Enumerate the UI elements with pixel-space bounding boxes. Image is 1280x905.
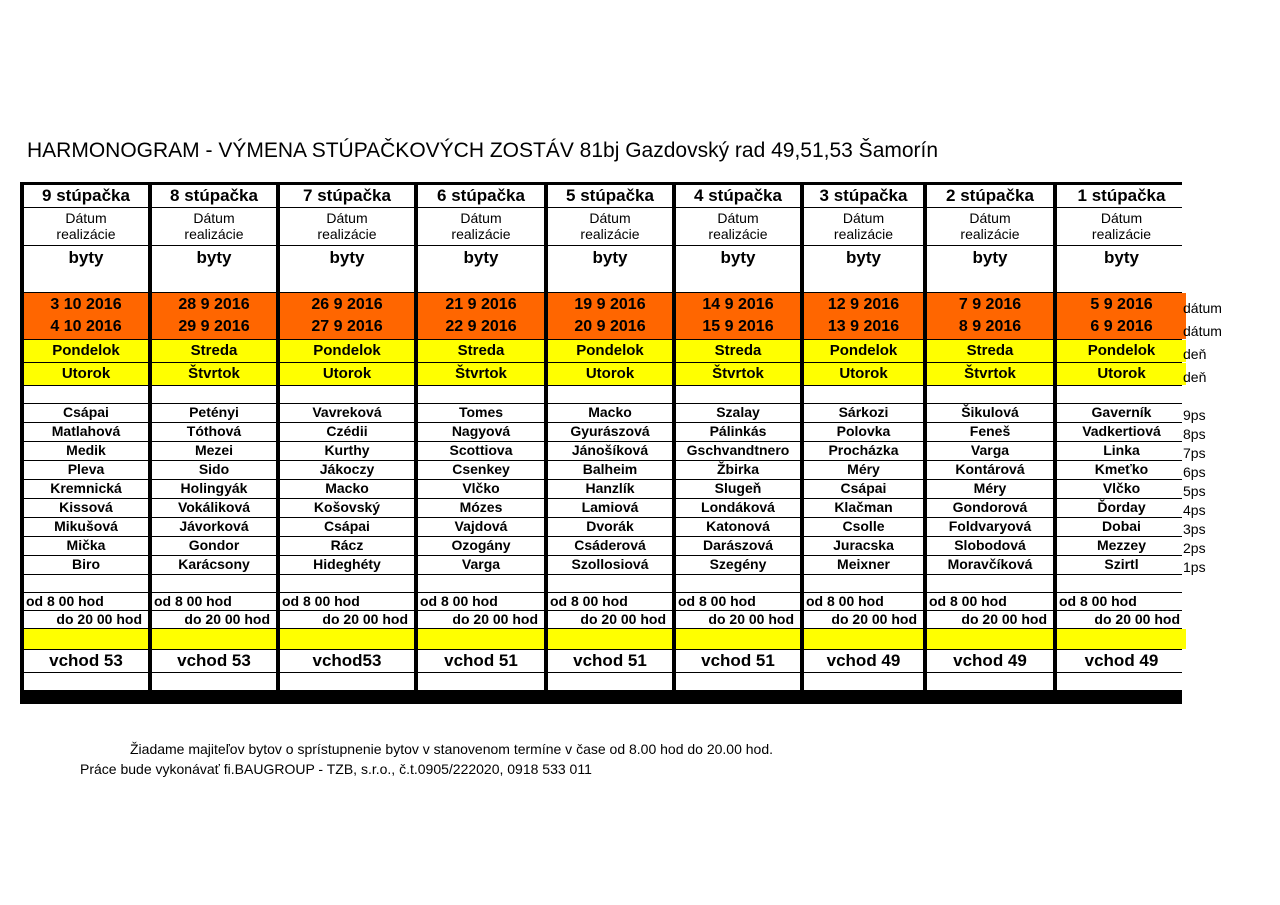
byty-label: byty: [1057, 246, 1186, 292]
resident-name: Gschvandtnero: [676, 442, 800, 460]
resident-name: Czédii: [280, 423, 414, 441]
highlight-blank-cell: [152, 629, 276, 649]
resident-name: Ďorday: [1057, 499, 1186, 517]
resident-name: Nagyová: [418, 423, 544, 441]
highlight-blank-cell: [418, 629, 544, 649]
blank-cell: [152, 386, 276, 403]
side-label-floor: 3ps: [1183, 521, 1206, 537]
date-label-cell: [927, 208, 1053, 245]
time-to-cell: do 20 00 hod: [280, 611, 414, 628]
time-to-cell: do 20 00 hod: [418, 611, 544, 628]
side-label-floor: 2ps: [1183, 540, 1206, 556]
time-from-cell: od 8 00 hod: [418, 593, 544, 610]
resident-name: Csápai: [804, 480, 923, 498]
day-2-cell: Utorok: [804, 363, 923, 385]
resident-name: Gaverník: [1057, 404, 1186, 422]
entrance-cell: vchod 53: [152, 650, 276, 672]
date-label-line2: realizácie: [184, 225, 244, 242]
column-header: 8 stúpačka: [152, 185, 276, 207]
resident-name: Tomes: [418, 404, 544, 422]
date-1: 19 9 2016: [574, 296, 646, 314]
blank-cell: [24, 575, 148, 592]
byty-label: byty: [152, 246, 276, 292]
resident-name: Pleva: [24, 461, 148, 479]
resident-name: Hideghéty: [280, 556, 414, 574]
column-header: 9 stúpačka: [24, 185, 148, 207]
resident-name: Mička: [24, 537, 148, 555]
resident-name: Szirtl: [1057, 556, 1186, 574]
blank-cell: [676, 386, 800, 403]
entrance-cell: vchod 53: [24, 650, 148, 672]
resident-name: Katonová: [676, 518, 800, 536]
date-label-cell: [676, 208, 800, 245]
side-label-datum-2: dátum: [1183, 323, 1222, 339]
date-label-line2: realizácie: [1091, 225, 1152, 242]
highlight-blank-cell: [804, 629, 923, 649]
resident-name: Scottiova: [418, 442, 544, 460]
entrance-cell: vchod 49: [927, 650, 1053, 672]
date-2: 20 9 2016: [574, 318, 646, 335]
date-1: 5 9 2016: [1090, 296, 1153, 314]
time-from-cell: od 8 00 hod: [927, 593, 1053, 610]
date-1: 7 9 2016: [958, 296, 1022, 314]
date-cell: [24, 293, 148, 339]
day-2-cell: Štvrtok: [418, 363, 544, 385]
highlight-blank-cell: [676, 629, 800, 649]
column-header: 3 stúpačka: [804, 185, 923, 207]
resident-name: Dvorák: [548, 518, 672, 536]
date-label-line1: Dátum: [842, 210, 885, 227]
side-label-floor: 9ps: [1183, 407, 1206, 423]
day-1-cell: Pondelok: [548, 340, 672, 362]
resident-name: Tóthová: [152, 423, 276, 441]
date-label-line2: realizácie: [56, 225, 116, 242]
resident-name: Jávorková: [152, 518, 276, 536]
resident-name: Macko: [280, 480, 414, 498]
resident-name: Vlčko: [418, 480, 544, 498]
blank-cell: [927, 386, 1053, 403]
highlight-blank-cell: [927, 629, 1053, 649]
date-label-line2: realizácie: [708, 225, 768, 242]
column-header: 2 stúpačka: [927, 185, 1053, 207]
date-label-line1: Dátum: [1100, 210, 1143, 227]
time-to-cell: do 20 00 hod: [548, 611, 672, 628]
date-label-cell: [152, 208, 276, 245]
day-2-cell: Utorok: [24, 363, 148, 385]
resident-name: Juracska: [804, 537, 923, 555]
resident-name: Karácsony: [152, 556, 276, 574]
date-label-line2: realizácie: [451, 225, 511, 242]
date-label-cell: [418, 208, 544, 245]
blank-cell: [280, 673, 414, 690]
resident-name: Kissová: [24, 499, 148, 517]
time-to-cell: do 20 00 hod: [1057, 611, 1186, 628]
blank-cell: [676, 673, 800, 690]
resident-name: Kontárová: [927, 461, 1053, 479]
blank-cell: [152, 575, 276, 592]
resident-name: Gyurászová: [548, 423, 672, 441]
blank-cell: [1057, 575, 1186, 592]
blank-cell: [418, 386, 544, 403]
resident-name: Vokáliková: [152, 499, 276, 517]
resident-name: Jákoczy: [280, 461, 414, 479]
resident-name: Šikulová: [927, 404, 1053, 422]
blank-cell: [548, 386, 672, 403]
resident-name: Kremnická: [24, 480, 148, 498]
date-label-line1: Dátum: [460, 210, 502, 227]
date-1: 12 9 2016: [827, 296, 900, 314]
byty-label: byty: [676, 246, 800, 292]
footer-note-contractor: Práce bude vykonávať fi.BAUGROUP - TZB, s.r.o., č.t.0905/222020, 0918 533 011: [80, 761, 592, 777]
highlight-blank-cell: [280, 629, 414, 649]
day-2-cell: Štvrtok: [927, 363, 1053, 385]
date-label-cell: [548, 208, 672, 245]
day-1-cell: Streda: [152, 340, 276, 362]
resident-name: Meixner: [804, 556, 923, 574]
date-label-cell: [804, 208, 923, 245]
side-label-floor: 4ps: [1183, 502, 1206, 518]
date-2: 22 9 2016: [445, 318, 517, 335]
day-2-cell: Utorok: [548, 363, 672, 385]
date-1: 21 9 2016: [445, 296, 517, 314]
resident-name: Ozogány: [418, 537, 544, 555]
side-label-floor: 6ps: [1183, 464, 1206, 480]
byty-label: byty: [280, 246, 414, 292]
day-2-cell: Utorok: [280, 363, 414, 385]
date-2: 13 9 2016: [827, 318, 900, 335]
date-cell: [927, 293, 1053, 339]
resident-name: Hanzlík: [548, 480, 672, 498]
resident-name: Žbirka: [676, 461, 800, 479]
date-cell: [804, 293, 923, 339]
blank-cell: [280, 575, 414, 592]
time-from-cell: od 8 00 hod: [24, 593, 148, 610]
blank-cell: [152, 673, 276, 690]
date-label-line1: Dátum: [717, 210, 759, 227]
resident-name: Mikušová: [24, 518, 148, 536]
resident-name: Pálinkás: [676, 423, 800, 441]
side-label-floor: 5ps: [1183, 483, 1206, 499]
entrance-cell: vchod 51: [676, 650, 800, 672]
side-label-floor: 7ps: [1183, 445, 1206, 461]
resident-name: Gondor: [152, 537, 276, 555]
date-label-line1: Dátum: [326, 210, 368, 227]
day-1-cell: Pondelok: [24, 340, 148, 362]
resident-name: Csenkey: [418, 461, 544, 479]
time-to-cell: do 20 00 hod: [676, 611, 800, 628]
resident-name: Biro: [24, 556, 148, 574]
date-2: 4 10 2016: [50, 318, 122, 335]
day-1-cell: Pondelok: [1057, 340, 1186, 362]
time-from-cell: od 8 00 hod: [152, 593, 276, 610]
time-from-cell: od 8 00 hod: [280, 593, 414, 610]
resident-name: Darászová: [676, 537, 800, 555]
date-label-line2: realizácie: [580, 225, 640, 242]
date-label-line1: Dátum: [969, 210, 1011, 227]
resident-name: Polovka: [804, 423, 923, 441]
date-2: 8 9 2016: [958, 318, 1022, 335]
date-1: 26 9 2016: [311, 296, 383, 314]
blank-cell: [548, 575, 672, 592]
side-label-datum-1: dátum: [1183, 300, 1222, 316]
blank-cell: [804, 575, 923, 592]
time-to-cell: do 20 00 hod: [152, 611, 276, 628]
resident-name: Varga: [927, 442, 1053, 460]
blank-cell: [280, 386, 414, 403]
date-label-cell: [1057, 208, 1186, 245]
side-label-den-2: deň: [1183, 369, 1207, 385]
time-to-cell: do 20 00 hod: [927, 611, 1053, 628]
byty-label: byty: [548, 246, 672, 292]
byty-label: byty: [24, 246, 148, 292]
date-cell: [1057, 293, 1186, 339]
resident-name: Mózes: [418, 499, 544, 517]
day-1-cell: Streda: [927, 340, 1053, 362]
side-label-floor: 1ps: [1183, 559, 1206, 575]
resident-name: Sárkozi: [804, 404, 923, 422]
resident-name: Macko: [548, 404, 672, 422]
resident-name: Procházka: [804, 442, 923, 460]
highlight-blank-cell: [24, 629, 148, 649]
resident-name: Csolle: [804, 518, 923, 536]
day-1-cell: Pondelok: [280, 340, 414, 362]
resident-name: Sido: [152, 461, 276, 479]
day-1-cell: Pondelok: [804, 340, 923, 362]
entrance-cell: vchod 49: [1057, 650, 1186, 672]
schedule-table: [20, 182, 1182, 704]
day-1-cell: Streda: [418, 340, 544, 362]
resident-name: Szegény: [676, 556, 800, 574]
side-label-den-1: deň: [1183, 346, 1207, 362]
byty-label: byty: [418, 246, 544, 292]
blank-cell: [1057, 386, 1186, 403]
resident-name: Feneš: [927, 423, 1053, 441]
time-to-cell: do 20 00 hod: [804, 611, 923, 628]
resident-name: Varga: [418, 556, 544, 574]
resident-name: Méry: [927, 480, 1053, 498]
resident-name: Balheim: [548, 461, 672, 479]
resident-name: Kmeťko: [1057, 461, 1186, 479]
resident-name: Mezei: [152, 442, 276, 460]
date-1: 3 10 2016: [50, 296, 122, 314]
date-label-line2: realizácie: [833, 225, 894, 242]
time-to-cell: do 20 00 hod: [24, 611, 148, 628]
highlight-blank-cell: [548, 629, 672, 649]
resident-name: Jánošíková: [548, 442, 672, 460]
resident-name: Klačman: [804, 499, 923, 517]
blank-cell: [927, 673, 1053, 690]
blank-cell: [676, 575, 800, 592]
resident-name: Gondorová: [927, 499, 1053, 517]
resident-name: Mezzey: [1057, 537, 1186, 555]
date-1: 28 9 2016: [178, 296, 250, 314]
time-from-cell: od 8 00 hod: [804, 593, 923, 610]
resident-name: Vavreková: [280, 404, 414, 422]
byty-label: byty: [804, 246, 923, 292]
blank-cell: [24, 386, 148, 403]
date-2: 15 9 2016: [702, 318, 774, 335]
resident-name: Vadkertiová: [1057, 423, 1186, 441]
resident-name: Csápai: [280, 518, 414, 536]
blank-cell: [927, 575, 1053, 592]
resident-name: Londáková: [676, 499, 800, 517]
day-2-cell: Štvrtok: [152, 363, 276, 385]
resident-name: Csápai: [24, 404, 148, 422]
date-cell: [548, 293, 672, 339]
date-label-line2: realizácie: [317, 225, 377, 242]
blank-cell: [418, 673, 544, 690]
date-2: 27 9 2016: [311, 318, 383, 335]
date-2: 6 9 2016: [1090, 318, 1153, 335]
entrance-cell: vchod53: [280, 650, 414, 672]
blank-cell: [804, 386, 923, 403]
column-header: 6 stúpačka: [418, 185, 544, 207]
date-cell: [280, 293, 414, 339]
column-header: 1 stúpačka: [1057, 185, 1186, 207]
resident-name: Csáderová: [548, 537, 672, 555]
blank-cell: [24, 673, 148, 690]
date-cell: [418, 293, 544, 339]
blank-cell: [418, 575, 544, 592]
date-cell: [152, 293, 276, 339]
resident-name: Matlahová: [24, 423, 148, 441]
blank-cell: [548, 673, 672, 690]
resident-name: Méry: [804, 461, 923, 479]
day-1-cell: Streda: [676, 340, 800, 362]
resident-name: Petényi: [152, 404, 276, 422]
byty-label: byty: [927, 246, 1053, 292]
resident-name: Szollosiová: [548, 556, 672, 574]
time-from-cell: od 8 00 hod: [548, 593, 672, 610]
date-label-line1: Dátum: [65, 210, 107, 227]
date-label-line2: realizácie: [960, 225, 1020, 242]
resident-name: Kurthy: [280, 442, 414, 460]
resident-name: Medik: [24, 442, 148, 460]
entrance-cell: vchod 51: [418, 650, 544, 672]
resident-name: Košovský: [280, 499, 414, 517]
entrance-cell: vchod 51: [548, 650, 672, 672]
resident-name: Vlčko: [1057, 480, 1186, 498]
column-header: 4 stúpačka: [676, 185, 800, 207]
blank-cell: [1057, 673, 1186, 690]
column-header: 5 stúpačka: [548, 185, 672, 207]
date-label-line1: Dátum: [589, 210, 631, 227]
resident-name: Foldvaryová: [927, 518, 1053, 536]
time-from-cell: od 8 00 hod: [1057, 593, 1186, 610]
side-label-floor: 8ps: [1183, 426, 1206, 442]
resident-name: Rácz: [280, 537, 414, 555]
date-2: 29 9 2016: [178, 318, 250, 335]
resident-name: Slugeň: [676, 480, 800, 498]
date-cell: [676, 293, 800, 339]
day-2-cell: Štvrtok: [676, 363, 800, 385]
resident-name: Dobai: [1057, 518, 1186, 536]
column-header: 7 stúpačka: [280, 185, 414, 207]
resident-name: Moravčíková: [927, 556, 1053, 574]
resident-name: Slobodová: [927, 537, 1053, 555]
day-2-cell: Utorok: [1057, 363, 1186, 385]
resident-name: Holingyák: [152, 480, 276, 498]
date-label-line1: Dátum: [193, 210, 235, 227]
time-from-cell: od 8 00 hod: [676, 593, 800, 610]
entrance-cell: vchod 49: [804, 650, 923, 672]
date-label-cell: [280, 208, 414, 245]
blank-cell: [804, 673, 923, 690]
date-1: 14 9 2016: [702, 296, 774, 314]
page-title: HARMONOGRAM - VÝMENA STÚPAČKOVÝCH ZOSTÁV 81bj Gazdovský rad 49,51,53 Šamorín: [27, 139, 939, 162]
resident-name: Vajdová: [418, 518, 544, 536]
date-label-cell: [24, 208, 148, 245]
footer-note-access: Žiadame majiteľov bytov o sprístupnenie bytov v stanovenom termíne v čase od 8.00 hod do 20.00 hod.: [130, 741, 774, 757]
resident-name: Linka: [1057, 442, 1186, 460]
resident-name: Szalay: [676, 404, 800, 422]
highlight-blank-cell: [1057, 629, 1186, 649]
resident-name: Lamiová: [548, 499, 672, 517]
